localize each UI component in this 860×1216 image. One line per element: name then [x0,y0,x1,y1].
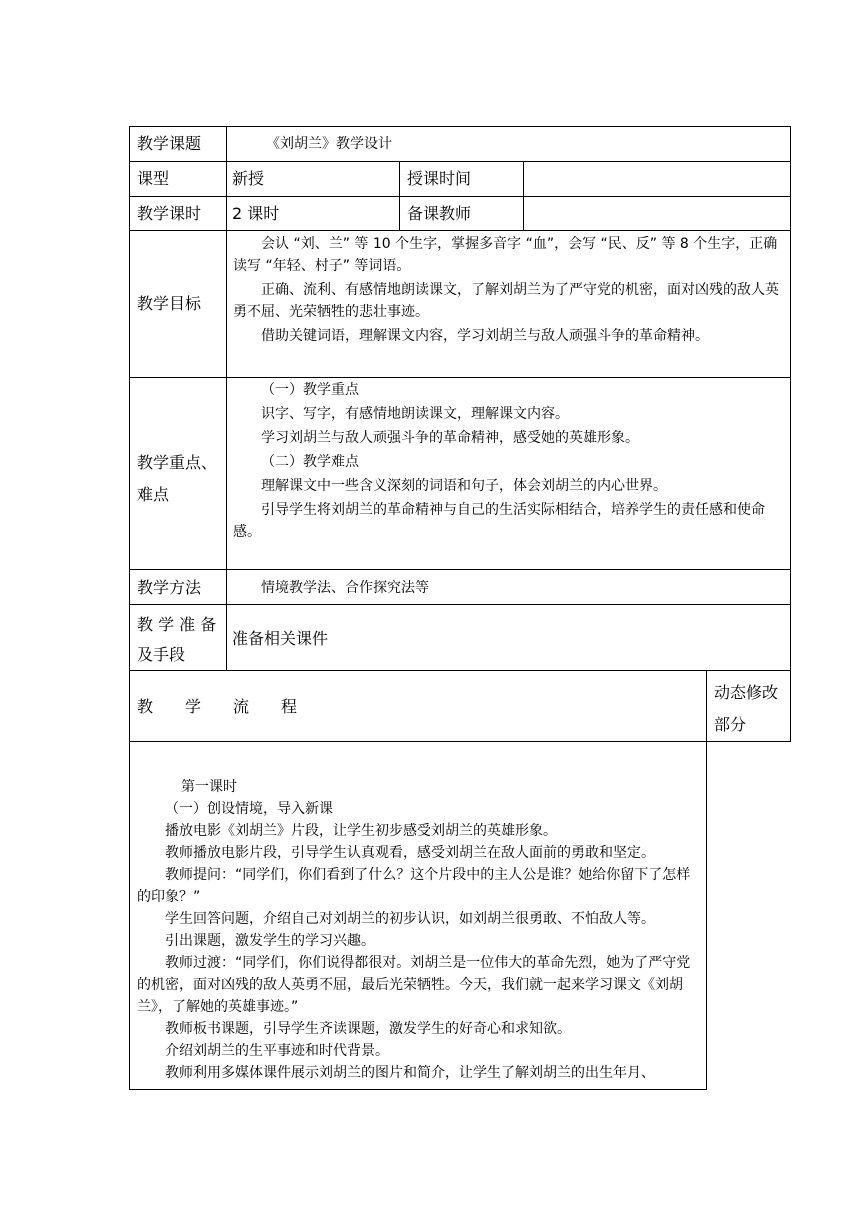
key-point-item: （一）教学重点 [261,382,359,398]
flow-content [137,776,702,1088]
table-border [523,161,524,231]
table-border [129,604,791,605]
flow-paragraph: 教师过渡：“同学们，你们说得都很对。刘胡兰是一位伟大的革命先烈，她为了严守党的机密，面对凶残的敌人英勇不屈，最后光荣牺牲。今天，我们就一起来学习课文《刘胡兰》，了解她的英雄事迹。” [137,955,691,1015]
flow-label: 教 学 流 程 [137,697,298,716]
table-border [129,670,791,671]
key-points-label-line1: 教学重点、 [137,453,218,472]
table-border [129,126,130,1090]
table-border [790,126,791,742]
prep-label-line1: 教 学 准 备 [137,615,217,634]
flow-paragraph: （一）创设情境，导入新课 [165,801,333,817]
table-border [129,741,791,742]
prep-label-line2: 及手段 [137,645,186,664]
flow-paragraph: 播放电影《刘胡兰》片段，让学生初步感受刘胡兰的英雄形象。 [165,823,557,839]
goal-item: 正确、流利、有感情地朗读课文，了解刘胡兰为了严守党的机密，面对凶残的敌人英勇不屈、光荣牺牲的悲壮事迹。 [233,282,779,320]
goal-item: 会认 “刘、兰” 等 10 个生字，掌握多音字 “血”，会写 “民、反” 等 8 个生字，正确读写 “年轻、村子” 等词语。 [233,236,778,274]
table-border [399,161,400,231]
goals-label: 教学目标 [137,294,202,313]
flow-paragraph: 学生回答问题，介绍自己对刘胡兰的初步认识，如刘胡兰很勇敢、不怕敌人等。 [165,911,655,927]
hours-label: 教学课时 [137,204,202,223]
time-label: 授课时间 [407,169,472,188]
flow-side-label [714,677,778,741]
key-points-content [233,379,786,543]
table-border [129,126,791,127]
prep-value: 准备相关课件 [232,629,329,648]
methods-value: 情境教学法、合作探究法等 [261,580,429,596]
teacher-label: 备课教师 [407,204,472,223]
table-border [129,377,791,378]
topic-label: 教学课题 [137,134,202,153]
goal-item: 借助关键词语，理解课文内容，学习刘胡兰与敌人顽强斗争的革命精神。 [261,328,709,344]
table-border [226,126,227,671]
hours-value: 2 课时 [232,204,280,223]
table-border [129,230,791,231]
lesson-title: 第一课时 [181,779,237,795]
methods-label: 教学方法 [137,578,202,597]
topic-value: 《刘胡兰》教学设计 [266,136,392,152]
key-point-item: （二）教学难点 [261,454,359,470]
flow-side-label-line2: 部分 [714,715,747,734]
key-points-label [137,447,217,511]
table-border [706,670,707,1090]
key-point-item: 识字、写字，有感情地朗读课文，理解课文内容。 [261,406,569,422]
key-point-item: 理解课文中一些含义深刻的词语和句子，体会刘胡兰的内心世界。 [261,478,667,494]
flow-paragraph: 教师板书课题，引导学生齐读课题，激发学生的好奇心和求知欲。 [165,1021,571,1037]
prep-label [137,610,216,670]
type-label: 课型 [137,169,170,188]
goals-content [233,233,786,347]
flow-paragraph: 介绍刘胡兰的生平事迹和时代背景。 [165,1043,389,1059]
flow-paragraph: 教师提问：“同学们，你们看到了什么？这个片段中的主人公是谁？她给你留下了怎样的印象？” [137,867,691,905]
table-border [129,161,791,162]
key-point-item: 引导学生将刘胡兰的革命精神与自己的生活实际相结合，培养学生的责任感和使命感。 [233,502,765,540]
flow-paragraph: 教师利用多媒体课件展示刘胡兰的图片和简介，让学生了解刘胡兰的出生年月、 [165,1065,655,1081]
key-points-label-line2: 难点 [137,485,170,504]
flow-paragraph: 引出课题，激发学生的学习兴趣。 [165,933,375,949]
table-border [129,569,791,570]
flow-paragraph: 教师播放电影片段，引导学生认真观看，感受刘胡兰在敌人面前的勇敢和坚定。 [165,845,655,861]
table-border [129,196,791,197]
type-value: 新授 [232,169,265,188]
key-point-item: 学习刘胡兰与敌人顽强斗争的革命精神，感受她的英雄形象。 [261,430,639,446]
table-border [129,1089,707,1090]
flow-side-label-line1: 动态修改 [714,683,779,702]
